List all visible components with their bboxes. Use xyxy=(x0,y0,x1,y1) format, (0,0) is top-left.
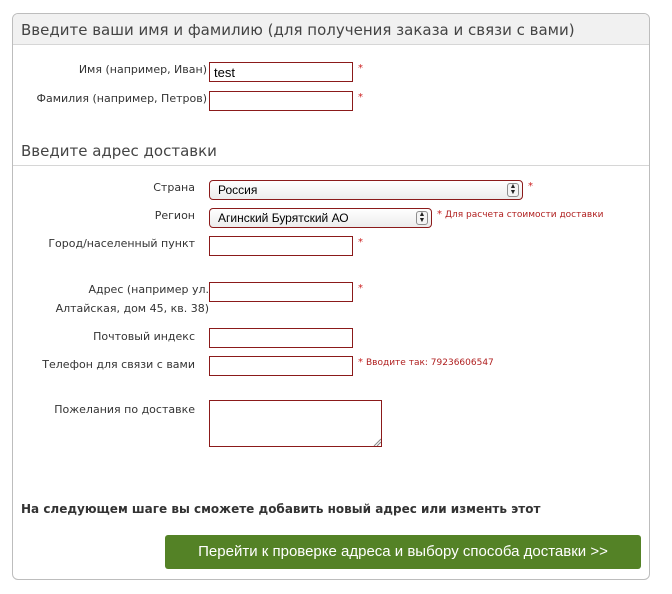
phone-input[interactable] xyxy=(209,356,353,376)
country-select[interactable] xyxy=(209,180,523,200)
name-section-title: Введите ваши имя и фамилию (для получения заказа и связи с вами) xyxy=(21,21,575,39)
phone-label: Телефон для связи с вами xyxy=(42,358,195,371)
address-label-line2: Алтайская, дом 45, кв. 38) xyxy=(55,302,209,315)
wishes-textarea[interactable] xyxy=(209,400,382,447)
address-label-line1: Адрес (например ул. xyxy=(88,283,209,296)
region-required-mark: * xyxy=(437,209,442,220)
region-label: Регион xyxy=(154,209,195,222)
wishes-textarea-wrapper xyxy=(209,400,382,447)
select-arrows-icon: ▲ ▼ xyxy=(507,183,519,197)
first-name-input[interactable] xyxy=(209,62,353,82)
country-selected-value: Россия xyxy=(218,183,258,197)
wishes-label: Пожелания по доставке xyxy=(54,403,195,416)
last-name-input[interactable] xyxy=(209,91,353,111)
proceed-to-delivery-button[interactable]: Перейти к проверке адреса и выбору способа доставки >> xyxy=(165,535,641,569)
city-label: Город/населенный пункт xyxy=(48,237,195,250)
region-selected-value: Агинский Бурятский АО xyxy=(218,211,349,225)
first-name-required-mark: * xyxy=(358,63,363,74)
city-required-mark: * xyxy=(358,237,363,248)
address-input[interactable] xyxy=(209,282,353,302)
address-required-mark: * xyxy=(358,283,363,294)
address-section-header xyxy=(13,135,649,166)
address-label xyxy=(56,280,209,318)
first-name-label: Имя (например, Иван) xyxy=(78,63,207,76)
region-hint: Для расчета стоимости доставки xyxy=(445,210,604,220)
country-required-mark: * xyxy=(528,181,533,192)
order-form-panel xyxy=(12,13,650,580)
last-name-label: Фамилия (например, Петров) xyxy=(36,92,207,105)
phone-required-mark: * xyxy=(358,357,363,368)
next-step-note: На следующем шаге вы сможете добавить новый адрес или изменть этот xyxy=(21,502,541,516)
zip-label: Почтовый индекс xyxy=(93,330,195,343)
resize-handle-icon[interactable] xyxy=(373,438,381,446)
zip-input[interactable] xyxy=(209,328,353,348)
city-input[interactable] xyxy=(209,236,353,256)
name-section-header xyxy=(13,14,649,45)
country-label: Страна xyxy=(153,181,195,194)
region-select[interactable] xyxy=(209,208,432,228)
address-section-title: Введите адрес доставки xyxy=(21,142,217,160)
last-name-required-mark: * xyxy=(358,92,363,103)
select-arrows-icon: ▲ ▼ xyxy=(416,211,428,225)
phone-hint: Вводите так: 79236606547 xyxy=(366,358,494,368)
